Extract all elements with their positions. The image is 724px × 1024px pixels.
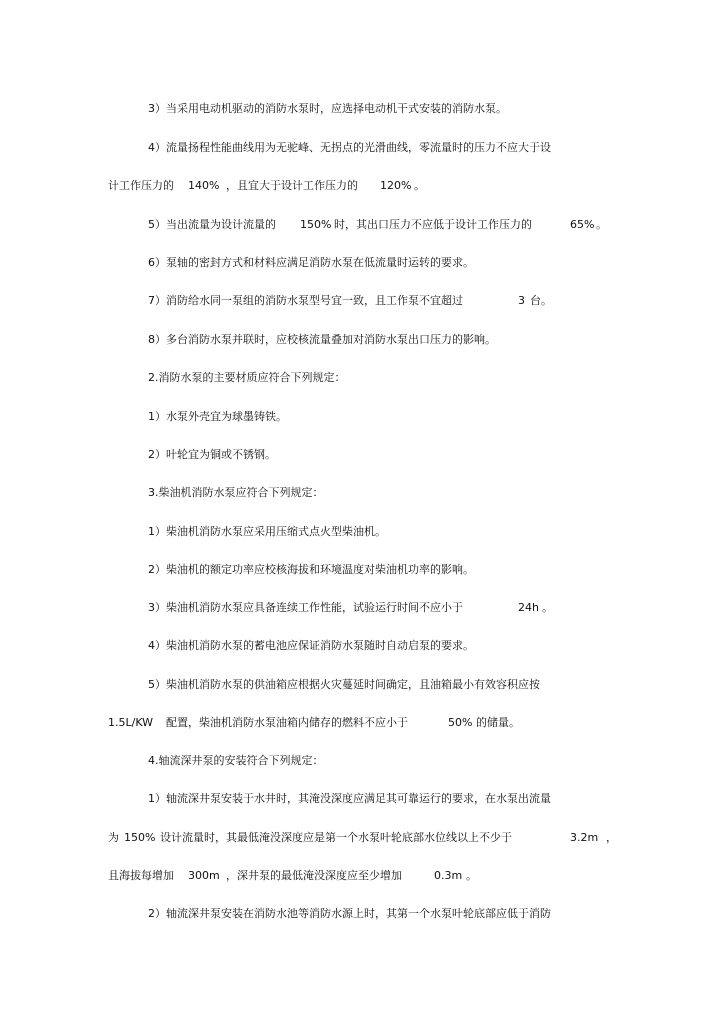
text-line: 3）当采用电动机驱动的消防水泵时，应选择电动机干式安装的消防水泵。 (148, 102, 507, 115)
section-heading: 3.柴油机消防水泵应符合下列规定： (148, 486, 324, 499)
text-segment: 1.5L/KW (108, 716, 154, 729)
text-segment: 台。 (530, 294, 552, 307)
text-line: 2）轴流深井泵安装在消防水池等消防水源上时，其第一个水泵叶轮底部应低于消防 (148, 907, 551, 920)
text-segment: 120% (380, 179, 412, 192)
text-segment: ， (606, 831, 617, 844)
text-segment: 65% (570, 218, 595, 231)
text-line: 5）柴油机消防水泵的供油箱应根据火灾蔓延时间确定，且油箱最小有效容积应按 (148, 678, 540, 691)
text-line: 6）泵轴的密封方式和材料应满足消防水泵在低流量时运转的要求。 (148, 256, 474, 269)
text-segment: 3 (518, 294, 525, 307)
section-heading: 4.轴流深井泵的安装符合下列规定： (148, 754, 324, 767)
text-segment: 设计流量时，其最低淹没深度应是第一个水泵叶轮底部水位线以上不少于 (160, 831, 512, 844)
text-segment: 150% (124, 831, 156, 844)
text-line: 1）轴流深井泵安装于水井时，其淹没深度应满足其可靠运行的要求，在水泵出流量 (148, 792, 551, 805)
text-segment: 为 (108, 831, 119, 844)
text-segment: 计工作压力的 (108, 179, 174, 192)
text-line: 2）叶轮宜为铜或不锈钢。 (148, 448, 276, 461)
text-segment: 。 (466, 869, 477, 882)
text-segment: ，深井泵的最低淹没深度应至少增加 (226, 869, 402, 882)
text-segment: 。 (596, 218, 607, 231)
text-segment: 50% (448, 716, 473, 729)
text-segment: 。 (414, 179, 425, 192)
text-segment: 的储量。 (476, 716, 520, 729)
section-heading: 2.消防水泵的主要材质应符合下列规定： (148, 371, 346, 384)
text-segment: 7）消防给水同一泵组的消防水泵型号宜一致，且工作泵不宜超过 (148, 294, 463, 307)
text-line: 2）柴油机的额定功率应校核海拔和环境温度对柴油机功率的影响。 (148, 563, 474, 576)
text-segment: 时，其出口压力不应低于设计工作压力的 (334, 218, 532, 231)
text-segment: 5）当出流量为设计流量的 (148, 218, 276, 231)
text-segment: 且海拔每增加 (108, 869, 174, 882)
text-segment: 300m (188, 869, 220, 882)
text-line: 4）柴油机消防水泵的蓄电池应保证消防水泵随时自动启泵的要求。 (148, 639, 474, 652)
text-segment: 。 (542, 601, 553, 614)
text-line: 1）水泵外壳宜为球墨铸铁。 (148, 410, 287, 423)
text-segment: 24h (518, 601, 539, 614)
text-segment: ，且宜大于设计工作压力的 (226, 179, 358, 192)
text-line: 1）柴油机消防水泵应采用压缩式点火型柴油机。 (148, 525, 386, 538)
text-segment: 3）柴油机消防水泵应具备连续工作性能，试验运行时间不应小于 (148, 601, 463, 614)
text-line: 8）多台消防水泵并联时，应校核流量叠加对消防水泵出口压力的影响。 (148, 333, 496, 346)
text-line: 4）流量扬程性能曲线用为无驼峰、无拐点的光滑曲线，零流量时的压力不应大于设 (148, 141, 551, 154)
text-segment: 0.3m (434, 869, 463, 882)
text-segment: 140% (188, 179, 220, 192)
text-segment: 150% (300, 218, 332, 231)
text-segment: 3.2m (570, 831, 599, 844)
text-segment: 配置，柴油机消防水泵油箱内储存的燃料不应小于 (166, 716, 408, 729)
